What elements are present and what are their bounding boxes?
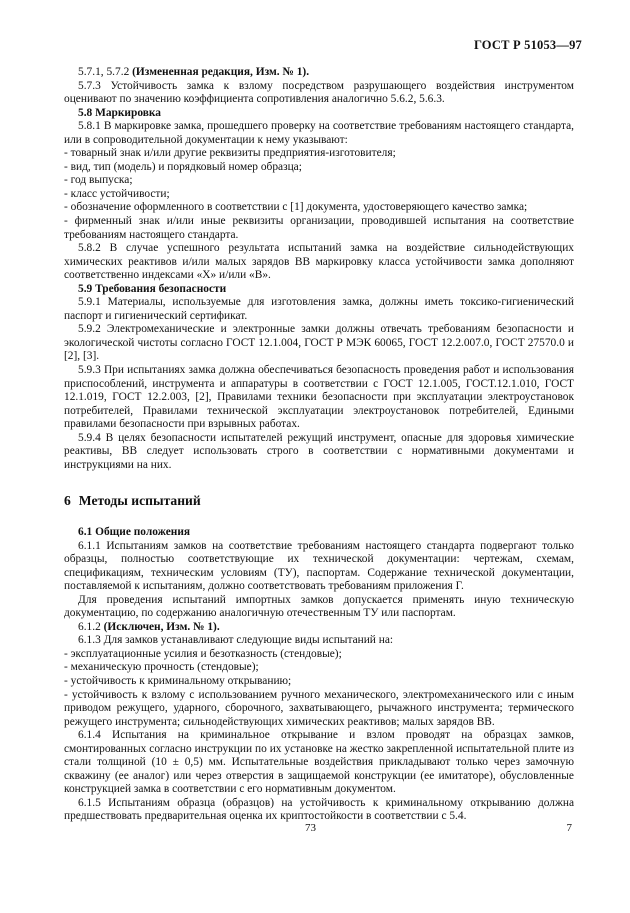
amendment-note: (Измененная редакция, Изм. № 1). bbox=[132, 66, 310, 78]
list-item: - обозначение оформленного в соответствии с [1] документа, удостоверяющего качество замка; bbox=[64, 201, 528, 214]
list-item: - товарный знак и/или другие реквизиты предприятия-изготовителя; bbox=[64, 147, 396, 160]
chapter-title bbox=[64, 494, 574, 508]
amendment-note: (Исключен, Изм. № 1). bbox=[103, 620, 220, 633]
list-item: - вид, тип (модель) и порядковый номер образца; bbox=[64, 160, 302, 173]
chapter-name: Методы испытаний bbox=[78, 493, 201, 509]
paragraph-6-1-4: 6.1.4 Испытания на криминальное открывание и взлом проводят на образцах замков, смонтированных согласно инструкции по их установке на жестко закрепленной испытательной плите из стали толщиной (10 ± 0,5) мм. Испытательные воздействия прикладывают только через замочную скважину (ее аналог) или через отверстия в защищаемой конструкции (ее имитаторе), обусловленные конструкцией замка в соответствии с его нормативным документом. bbox=[64, 729, 574, 796]
standard-header: ГОСТ Р 51053—97 bbox=[473, 38, 582, 52]
paragraph-5-8-1: 5.8.1 В маркировке замка, прошедшего проверку на соответствие требованиям настоящего стандарта, или в сопроводительной документации к нему указывают: bbox=[64, 120, 574, 146]
list-item: - устойчивость к взлому с использованием ручного механического, электромеханического или с иным приводом режущего, ударного, сборочного, захватывающего, рычажного инструмента; термического режущего инструмента; сильнодействующих химических реактивов; малых зарядов ВВ. bbox=[64, 688, 574, 728]
list-item: - устойчивость к криминальному открыванию; bbox=[64, 674, 292, 687]
paragraph-6-1-1-b: Для проведения испытаний импортных замков допускается применять иную техническую документацию, по содержанию аналогичную отечественным ТУ или паспортам. bbox=[64, 593, 574, 620]
paragraph-5-7-1 bbox=[64, 66, 574, 80]
list-item: - класс устойчивости; bbox=[64, 187, 170, 200]
page-number: 73 bbox=[305, 822, 316, 834]
paragraph-5-8-2: 5.8.2 В случае успешного результата испытаний замка на воздействие сильнодействующих химических реактивов и/или малых зарядов ВВ маркировку класса устойчивости замка дополняют соответственно индексами «Х» и/или «В». bbox=[64, 242, 574, 282]
paragraph-5-9-1: 5.9.1 Материалы, используемые для изготовления замка, должны иметь токсико-гигиенический паспорт и гигиенический сертификат. bbox=[64, 296, 574, 322]
clause-ref: 6.1.2 bbox=[78, 620, 101, 633]
list-item: - год выпуска; bbox=[64, 174, 133, 187]
section-heading-5-9: 5.9 Требования безопасности bbox=[78, 282, 227, 295]
list-item: - фирменный знак и/или иные реквизиты организации, проводившей испытания на соответствие требованиям настоящего стандарта. bbox=[64, 215, 574, 241]
paragraph-6-1-1: 6.1.1 Испытаниям замков на соответствие требованиям настоящего стандарта подвергают только образцы, полностью соответствующие их технической документации: чертежам, схемам, спецификациям, техническим условиям (ТУ), паспортам. Содержание технической документации, поставляемой к испытаниям, должно соответствовать требованиям приложения Г. bbox=[64, 539, 574, 593]
paragraph-5-9-4: 5.9.4 В целях безопасности испытателей режущий инструмент, опасные для здоровья химические реактивы, ВВ следует использовать строго в соответствии с нормативными документами и инструкциями на них. bbox=[64, 431, 574, 471]
list-item: - эксплуатационные усилия и безотказность (стендовые); bbox=[64, 647, 342, 660]
section-heading-6-1: 6.1 Общие положения bbox=[78, 525, 191, 538]
sheet-number: 7 bbox=[566, 822, 572, 834]
section-heading-5-8: 5.8 Маркировка bbox=[78, 106, 161, 119]
list-item: - механическую прочность (стендовые); bbox=[64, 661, 259, 674]
page-body bbox=[64, 66, 574, 824]
paragraph-6-1-5: 6.1.5 Испытаниям образца (образцов) на устойчивость к криминальному открыванию должна предшествовать предварительная оценка их криптостойкости в соответствии с 5.4. bbox=[64, 796, 574, 823]
paragraph-5-7-3: 5.7.3 Устойчивость замка к взлому посредством разрушающего воздействия инструментом оценивают по значению коэффициента сопротивления аналогично 5.6.2, 5.6.3. bbox=[64, 79, 574, 106]
clause-ref: 5.7.1, 5.7.2 bbox=[78, 66, 130, 78]
paragraph-6-1-2 bbox=[64, 621, 574, 635]
paragraph-5-9-2: 5.9.2 Электромеханические и электронные замки должны отвечать требованиям безопасности и экологической чистоты согласно ГОСТ 12.1.004, ГОСТ Р МЭК 60065, ГОСТ 12.2.007.0, ГОСТ 27570.0 и [2], [3]. bbox=[64, 323, 574, 363]
paragraph-5-9-3: 5.9.3 При испытаниях замка должна обеспечиваться безопасность проведения работ и использования приспособлений, инструмента и аппаратуры в соответствии с ГОСТ 12.1.005, ГОСТ.12.1.010, ГОСТ 12.1.019, ГОСТ 12.2.003, [2], Правилами техники безопасности при эксплуатации электроустановок потребителей, Правилами технической эксплуатации электроустановок потребителей, Едиными правилами безопасности при взрывных работах. bbox=[64, 364, 574, 431]
paragraph-6-1-3: 6.1.3 Для замков устанавливают следующие виды испытаний на: bbox=[78, 634, 394, 647]
chapter-number: 6 bbox=[64, 493, 71, 509]
